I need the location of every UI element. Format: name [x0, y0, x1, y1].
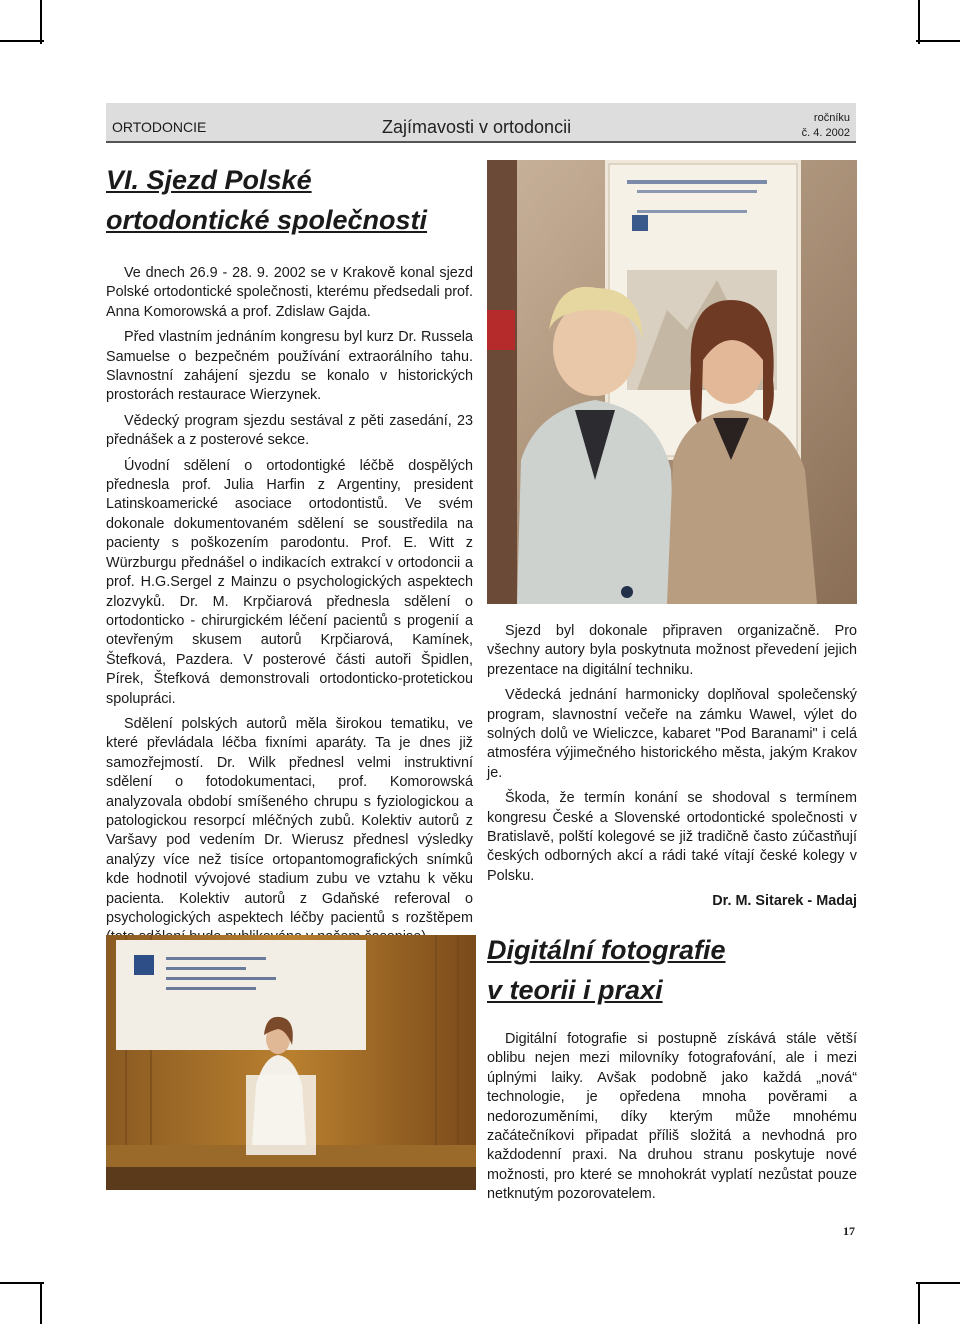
paragraph: Úvodní sdělení o ortodontigké léčbě dospělých přednesla prof. Julia Harfin z Argentiny, president Latinskoamerické asociace ortodontistů. Ve svém dokonale dokumentovaném sdělení se soustředila na pacienty s poškozením parodontu. Prof. E. Witt z Würzburgu přednášel o indikacích extrakcí v ortodoncii a prof. H.G.Sergel z Mainzu o psychologických aspektech zlozvyků. Dr. M. Krpčiarová přednesla sdělení o ortodonticko - chirurgickém léčení pacientů s progenií a otevřeným skusem autorů Krpčiarová, Kamínek, Štefková, Pazdera. V posterové části autoři Špidlen, Pírek, Štefková demonstrovali ortodonticko-protetickou spolupráci. — [106, 457, 473, 707]
article-title-line2: v teorii i praxi — [487, 975, 663, 1005]
paragraph: Vědecký program sjezdu sestával z pěti zasedání, 23 přednášek a z posterové sekce. — [106, 412, 473, 449]
paragraph: Sdělení polských autorů měla širokou tematiku, ve které převládala léčba fixními aparáty. Ta je dnes již samozřejmostí. Dr. Wilk přednesl velmi instruktivní sdělení o fotodokumentaci, prof. Komorowská analyzovala období smíšeného chrupu s fyziologickou a patologickou resorpcí mléčných zubů. Kolektiv autorů z Varšavy pod vedením Dr. Wierusz přednesl výsledky analýzy více než tisíce ortopantomografických snímků kde hodnotil vývojové stadium zubu ve vztahu k věku pacienta. Kolektiv autorů z Gdaňské referoval o psychologických aspektech léčby pacientů s rozštěpem — [106, 715, 473, 926]
article-title-line1: VI. Sjezd Polské — [106, 165, 312, 195]
crop-mark — [916, 40, 960, 42]
crop-mark — [0, 40, 44, 42]
header-title: Zajímavosti v ortodoncii — [382, 117, 572, 137]
congress-photo-image — [487, 160, 857, 604]
paragraph: Před vlastním jednáním kongresu byl kurz Dr. Russela Samuelse o bezpečném používání extraorálního tahu. Slavnostní zahájení sjezdu se konalo v historických prostorách restaurace Wierzynek. — [106, 329, 473, 404]
article2-column — [487, 1030, 857, 1211]
paragraph: Škoda, že termín konání se shodoval s termínem kongresu České a Slovenské ortodontické společnosti v Bratislavě, polští kolegové se již tradičně často zúčastňují českých odborných akcí a rádi také vítají české kolegy v Polsku. — [487, 790, 857, 884]
running-header — [106, 103, 856, 143]
paragraph: Sjezd byl dokonale připraven organizačně. Pro všechny autory byla poskytnuta možnost převedení jejich prezentace na digitální techniku. — [487, 623, 857, 678]
header-section: ORTODONCIE — [112, 119, 207, 135]
congress-photo — [487, 160, 857, 604]
paragraph: Vědecká jednání harmonicky doplňoval společenský program, slavnostní večeře na zámku Wawel, výlet do solných dolů ve Wieliczce, kabaret "Pod Baranami" i celá atmosféra výjimečného historického města, jakým Krakov je. — [487, 687, 857, 781]
author-signature: Dr. M. Sitarek - Madaj — [712, 893, 857, 910]
article-title-line1: Digitální fotografie — [487, 935, 726, 965]
lecture-photo-image — [106, 935, 476, 1190]
article-title-line2: ortodontické společnosti — [106, 205, 428, 235]
paragraph: Ve dnech 26.9 - 28. 9. 2002 se v Krakově konal sjezd Polské ortodontické společnosti, kterému předsedali prof. Anna Komorowská a prof. Zdislaw Gajda. — [106, 265, 473, 320]
lecture-photo — [106, 935, 476, 1190]
article-right-column — [487, 622, 857, 918]
header-issue-number: č. 4. 2002 — [801, 127, 850, 139]
article-title — [106, 160, 476, 240]
crop-mark — [40, 1282, 42, 1324]
paragraph: Digitální fotografie si postupně získává stále větší oblibu nejen mezi milovníky fotografování, ale i mezi úplnými laiky. Avšak podobně jako každá „nová“ technologie, je opředena mnoha pověrami a nedorozuměními, díky kterým může mnohému začátečníkovi připadat příliš složitá a nevhodná pro každodenní praxi. Na druhou stranu poskytuje nové možnosti, pro které se mnohokrát vyplatí nezůstat pouze netknutým pozorovatelem. — [487, 1031, 857, 1203]
header-volume: ročníku — [813, 112, 850, 124]
article-left-column — [106, 264, 473, 954]
crop-mark — [918, 1282, 920, 1324]
article-title — [487, 930, 857, 1010]
crop-mark — [918, 0, 920, 44]
page-number: 17 — [843, 1224, 855, 1238]
crop-mark — [40, 0, 42, 44]
header-issue — [802, 111, 850, 141]
crop-mark — [0, 1282, 44, 1284]
crop-mark — [916, 1282, 960, 1284]
